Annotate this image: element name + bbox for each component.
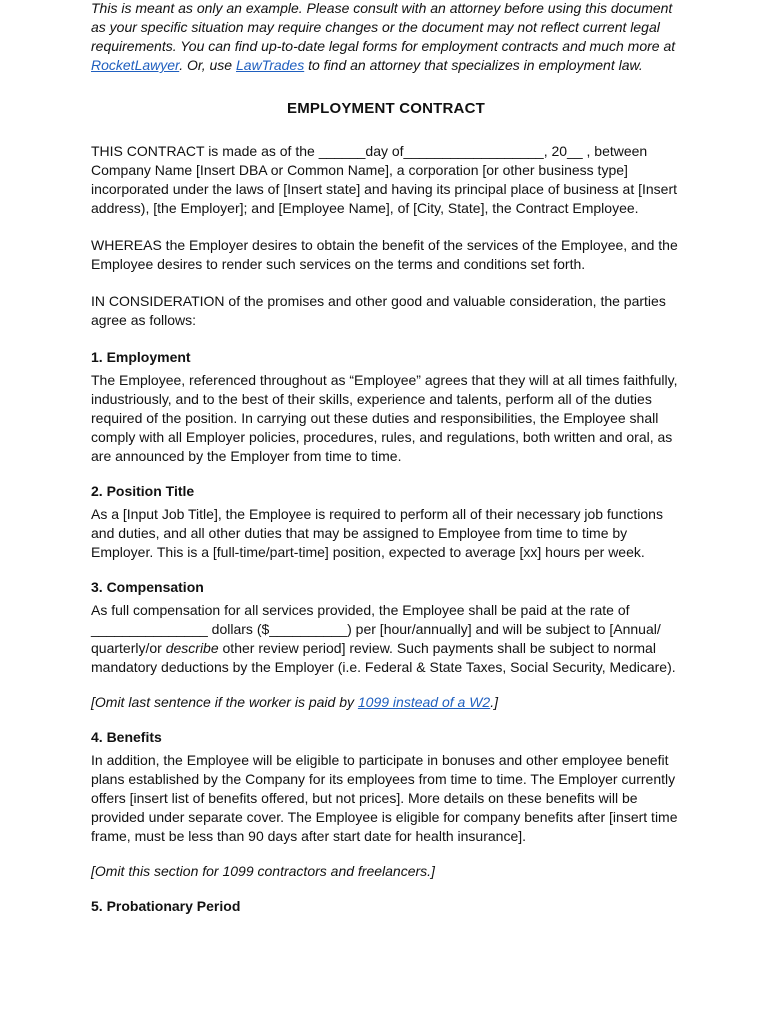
compensation-text: As full compensation for all services provided, the Employee shall be paid at the rate of _______________ dollars ($__________) per [hour/annually] and will be subject to [Annual/ quarterly/or (91, 602, 661, 656)
whereas-paragraph: WHEREAS the Employer desires to obtain the benefit of the services of the Employee, and the Employee desires to render such services on the terms and conditions set forth. (91, 237, 678, 272)
document-content (91, 0, 681, 920)
section-heading-position-title: 2. Position Title (91, 483, 195, 499)
benefits-note: [Omit this section for 1099 contractors and freelancers.] (91, 863, 435, 879)
compensation-emphasis: describe (165, 640, 219, 656)
section-body-compensation (91, 601, 681, 677)
section-heading-benefits: 4. Benefits (91, 729, 162, 745)
section-heading-probationary-period: 5. Probationary Period (91, 898, 241, 914)
rocketlawyer-link[interactable]: RocketLawyer (91, 57, 180, 73)
compensation-note-text: [Omit last sentence if the worker is paid by (91, 694, 358, 710)
section-body-benefits: In addition, the Employee will be eligible to participate in bonuses and other employee benefit plans established by the Company for its employees from time to time. The Employer currently offers [insert list of benefits offered, but not prices]. More details on these benefits will be provided under separate cover. The Employee is eligible for company benefits after [insert time frame, must be less than 90 days after start date for health insurance]. (91, 752, 678, 844)
lawtrades-link[interactable]: LawTrades (236, 57, 305, 73)
document-title: EMPLOYMENT CONTRACT (287, 100, 485, 117)
1099-vs-w2-link[interactable]: 1099 instead of a W2 (357, 694, 491, 710)
compensation-note (91, 693, 681, 712)
consideration-paragraph: IN CONSIDERATION of the promises and other good and valuable consideration, the parties agree as follows: (91, 293, 666, 328)
compensation-note-end: .] (490, 694, 498, 710)
disclaimer-text-end: to find an attorney that specializes in employment law. (304, 57, 643, 73)
disclaimer (91, 0, 681, 75)
disclaimer-text: This is meant as only an example. Please consult with an attorney before using this document as your specific situation may require changes or the document may not reflect current legal requirements. You can find up-to-date legal forms for employment contracts and much more at (91, 0, 676, 54)
compensation-text-end: other review period] review. Such payments shall be subject to normal mandatory deductions by the Employer (i.e. Federal & State Taxes, Social Security, Medicare). (91, 640, 676, 675)
section-body-position-title: As a [Input Job Title], the Employee is required to perform all of their necessary job functions and duties, and all other duties that may be assigned to Employee from time to time by Employer. This is a [full-time/part-time] position, expected to average [xx] hours per week. (91, 506, 663, 560)
section-body-employment: The Employee, referenced throughout as “Employee” agrees that they will at all times faithfully, industriously, and to the best of their skills, experience and talents, perform all of the duties required of the position. In carrying out these duties and responsibilities, the Employee shall comply with all Employer policies, procedures, rules, and regulations, both written and oral, as are announced by the Employer from time to time. (91, 372, 678, 464)
section-heading-compensation: 3. Compensation (91, 579, 204, 595)
disclaimer-text-mid: . Or, use (179, 57, 236, 73)
intro-paragraph: THIS CONTRACT is made as of the ______day of__________________, 20__ , between Company Name [Insert DBA or Common Name], a corporation [or other business type] incorporated under the laws of [Insert state] and having its principal place of business at [Insert address), [the Employer]; and [Employee Name], of [City, State], the Contract Employee. (91, 143, 677, 216)
section-heading-employment: 1. Employment (91, 349, 191, 365)
